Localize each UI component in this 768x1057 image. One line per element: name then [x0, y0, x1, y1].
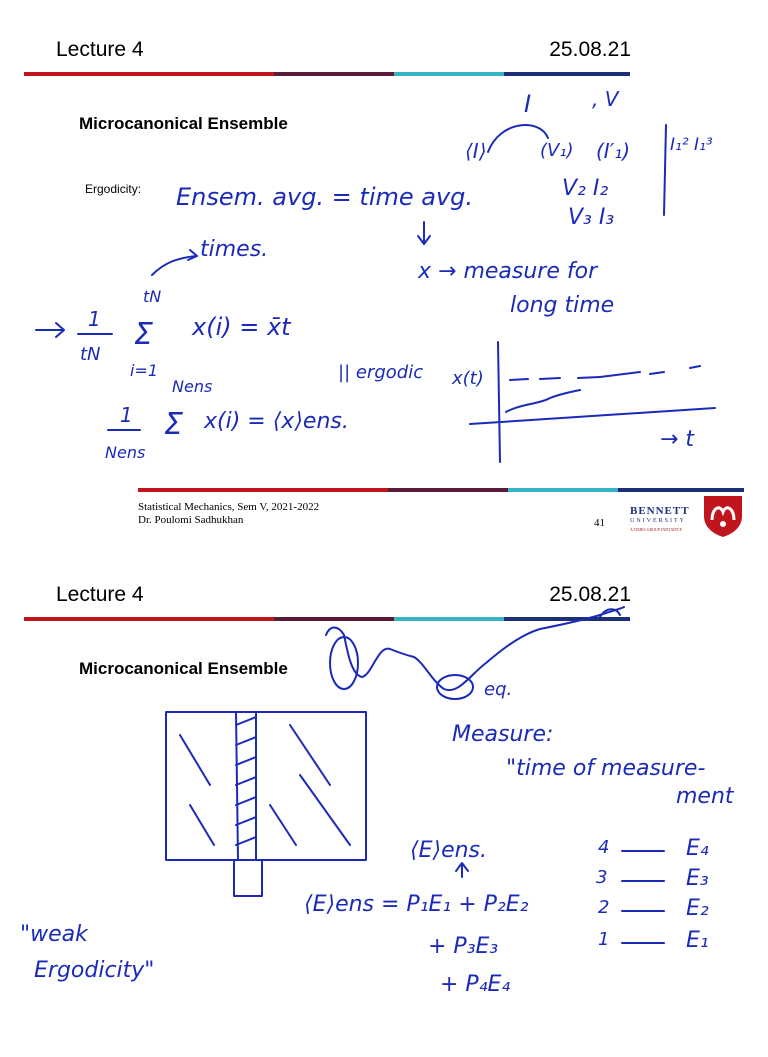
note-measure: x → measure for: [418, 259, 598, 284]
note-E-sum: ⟨E⟩ens = P₁E₁ + P₂E₂: [304, 892, 529, 917]
level-1-energy: E₁: [686, 928, 709, 953]
note-tN-upper: tN: [143, 287, 162, 306]
page-number: 41: [594, 517, 605, 529]
level-1-label: 1: [598, 929, 610, 950]
note-arrow-t: → t: [660, 427, 695, 452]
note-x-bar-t: x(i) = x̄t: [192, 313, 291, 341]
note-ergodic: || ergodic: [338, 362, 424, 383]
slide-title-2: Microcanonical Ensemble: [79, 659, 288, 678]
lecture-label-2: Lecture 4: [56, 583, 144, 606]
footer-divider: [138, 488, 744, 492]
note-sigma-2: Σ: [164, 407, 183, 442]
note-avg-I: ⟨I⟩: [465, 139, 487, 163]
note-ment: ment: [676, 784, 734, 809]
lecture-date-2: 25.08.21: [549, 583, 631, 606]
note-N-ens-denom: Nens: [105, 443, 146, 462]
note-x-of-t: x(t): [452, 368, 484, 389]
slide-title: Microcanonical Ensemble: [79, 114, 288, 133]
note-P4E4: + P₄E₄: [440, 972, 511, 997]
footer-course: Statistical Mechanics, Sem V, 2021-2022: [138, 501, 320, 513]
logo-name: BENNETT: [630, 505, 690, 517]
note-i-eq-1: i=1: [130, 361, 159, 380]
note-ensemble-time: Ensem. avg. = time avg.: [176, 183, 474, 211]
note-N-ens-upper: Nens: [172, 377, 213, 396]
note-I1-powers: I₁² I₁³: [670, 135, 713, 155]
note-I1prime: (I′₁): [596, 139, 631, 163]
university-shield-icon: [702, 494, 744, 538]
note-time-of-measure: "time of measure-: [506, 756, 706, 781]
slide-42: [0, 545, 768, 1057]
note-weak: "weak: [20, 922, 88, 947]
lecture-label: Lecture 4: [56, 38, 144, 61]
level-2-label: 2: [598, 897, 610, 918]
note-P3E3: + P₃E₃: [428, 934, 499, 959]
level-3-energy: E₃: [686, 866, 709, 891]
lecture-date: 25.08.21: [549, 38, 631, 61]
note-V1: (V₁): [540, 140, 574, 161]
note-long-time: long time: [510, 293, 615, 318]
note-ergodicity-quote: Ergodicity": [34, 958, 155, 983]
note-V: , V: [592, 87, 619, 111]
level-3-label: 3: [596, 867, 608, 888]
note-times: times.: [200, 237, 269, 262]
note-E-ens: ⟨E⟩ens.: [410, 838, 487, 863]
note-sigma-1: Σ: [134, 317, 153, 352]
note-V2-I2: V₂ I₂: [562, 176, 609, 201]
note-one: 1: [88, 307, 101, 331]
handwritten-notes: [0, 0, 768, 512]
note-eq: eq.: [484, 679, 513, 700]
logo-tag: A TIMES GROUP INITIATIVE: [630, 527, 682, 532]
note-I: I: [524, 90, 532, 118]
level-2-energy: E₂: [686, 896, 709, 921]
handwritten-notes-2: [0, 545, 768, 1057]
note-one-b: 1: [120, 403, 133, 427]
level-4-energy: E₄: [686, 836, 709, 861]
note-measure-2: Measure:: [452, 722, 554, 747]
level-4-label: 4: [598, 837, 610, 858]
ergodicity-label: Ergodicity:: [85, 182, 142, 196]
footer-author: Dr. Poulomi Sadhukhan: [138, 514, 244, 526]
logo-sub: UNIVERSITY: [630, 518, 686, 524]
note-x-ens: x(i) = ⟨x⟩ens.: [204, 409, 349, 434]
note-V3-I3: V₃ I₃: [568, 205, 615, 230]
note-tN-denom: tN: [80, 344, 101, 365]
